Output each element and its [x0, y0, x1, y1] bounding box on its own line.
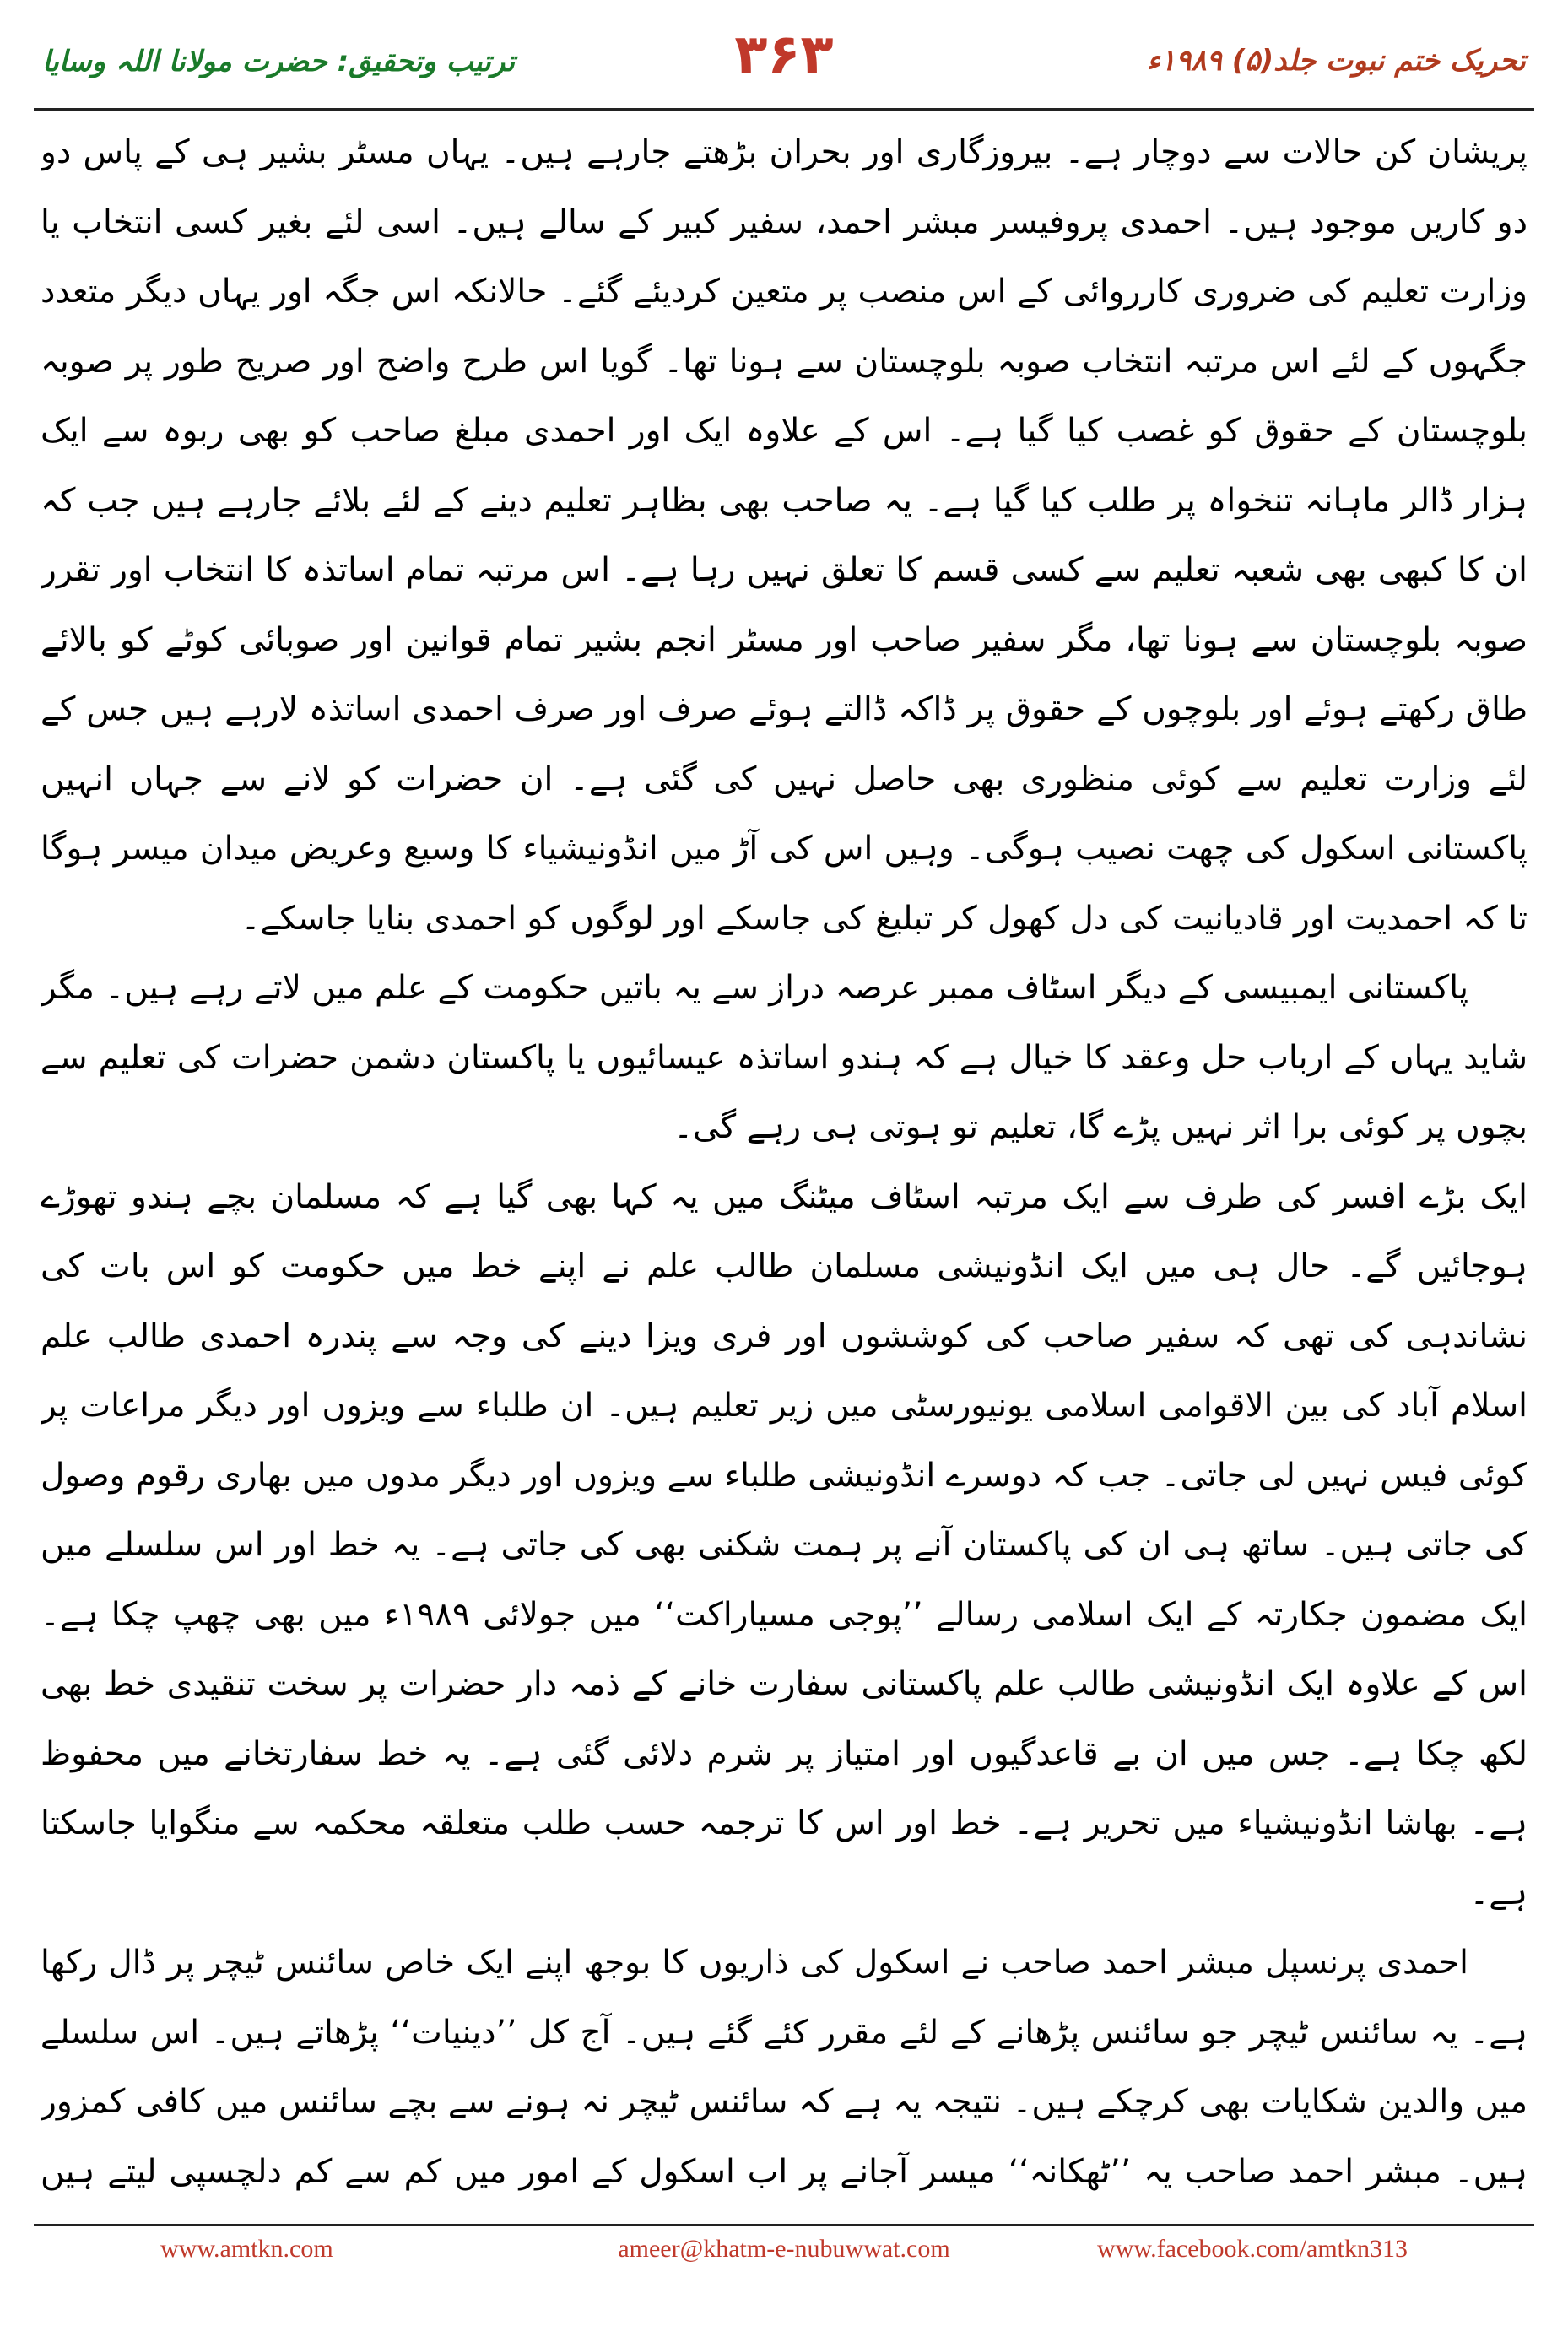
- facebook-link[interactable]: www.facebook.com/amtkn313: [1097, 2235, 1408, 2263]
- paragraph-2: پاکستانی ایمبیسی کے دیگر اسٹاف ممبر عرصہ دراز سے یہ باتیں حکومت کے علم میں لاتے رہے ہیں۔ مگر شاید یہاں کے ارباب حل وعقد کا خیال ہے کہ ہندو اساتذہ عیسائیوں یا پاکستان دشمن حضرات کی تعلیم سے بچوں پر کوئی برا اثر نہیں پڑے گا، تعلیم تو ہوتی ہی رہے گی۔: [41, 969, 1527, 1146]
- page-number: ۳۶۳: [734, 24, 834, 86]
- paragraph-4: احمدی پرنسپل مبشر احمد صاحب نے اسکول کی ذاریوں کا بوجھ اپنے ایک خاص سائنس ٹیچر پر ڈال رکھا ہے۔ یہ سائنس ٹیچر جو سائنس پڑھانے کے لئے مقرر کئے گئے ہیں۔ آج کل ’’دینیات‘‘ پڑھاتے ہیں۔ اس سلسلے میں والدین شکایات بھی کرچکے ہیں۔ نتیجہ یہ ہے کہ سائنس ٹیچر نہ ہونے سے بچے سائنس میں کافی کمزور ہیں۔ مبشر احمد صاحب یہ ’’ٹھکانہ‘‘ میسر آجانے پر اب اسکول کے امور میں کم سے کم دلچسپی لیتے ہیں: [41, 1944, 1527, 2191]
- paragraph-3: ایک بڑے افسر کی طرف سے ایک مرتبہ اسٹاف میٹنگ میں یہ کہا بھی گیا ہے کہ مسلمان بچے ہندو تھوڑے ہوجائیں گے۔ حال ہی میں ایک انڈونیشی مسلمان طالب علم نے اپنے خط میں حکومت کو اس بات کی نشاندہی کی تھی کہ سفیر صاحب کی کوششوں اور فری ویزا دینے کی وجہ سے پندرہ احمدی طالب علم اسلام آباد کی بین الاقوامی اسلامی یونیورسٹی میں زیر تعلیم ہیں۔ ان طلباء سے ویزوں اور دیگر مراعات پر کوئی فیس نہیں لی جاتی۔ جب کہ دوسرے انڈونیشی طلباء سے ویزوں اور دیگر مدوں میں بھاری رقوم وصول کی جاتی ہیں۔ ساتھ ہی ان کی پاکستان آنے پر ہمت شکنی بھی کی جاتی ہے۔ یہ خط اور اس سلسلے میں ایک مضمون جکارتہ کے ایک اسلامی رسالے ’’پوجی مسیاراکت‘‘ میں جولائی ۱۹۸۹ء میں بھی چھپ چکا ہے۔ اس کے علاوہ ایک انڈونیشی طالب علم پاکستانی سفارت خانے کے ذمہ دار حضرات پر سخت تنقیدی خط بھی لکھ چکا ہے۔ جس میں ان بے قاعدگیوں اور امتیاز پر شرم دلائی گئی ہے۔ یہ خط سفارتخانے میں محفوظ ہے۔ بھاشا انڈونیشیاء میں تحریر ہے۔ خط اور اس کا ترجمہ حسب طلب متعلقہ محکمہ سے منگوایا جاسکتا ہے۔: [41, 1177, 1527, 1912]
- page-footer: [34, 2235, 1534, 2277]
- email-link[interactable]: ameer@khatm-e-nubuwwat.com: [618, 2235, 950, 2263]
- footer-divider: [34, 2224, 1534, 2226]
- article-body: [41, 118, 1527, 2211]
- book-title: تحریک ختم نبوت جلد(۵) ۱۹۸۹ء: [1146, 44, 1526, 78]
- page-header: [34, 24, 1534, 116]
- header-divider: [34, 108, 1534, 111]
- website-link[interactable]: www.amtkn.com: [160, 2235, 333, 2263]
- paragraph-1: پریشان کن حالات سے دوچار ہے۔ بیروزگاری اور بحران بڑھتے جارہے ہیں۔ یہاں مسٹر بشیر ہی کے پاس دو دو کاریں موجود ہیں۔ احمدی پروفیسر مبشر احمد، سفیر کبیر کے سالے ہیں۔ اسی لئے بغیر کسی انتخاب یا وزارت تعلیم کی ضروری کارروائی کے اس منصب پر متعین کردیئے گئے۔ حالانکہ اس جگہ اور یہاں دیگر متعدد جگہوں کے لئے اس مرتبہ انتخاب صوبہ بلوچستان سے ہونا تھا۔ گویا اس طرح واضح اور صریح طور پر صوبہ بلوچستان کے حقوق کو غصب کیا گیا ہے۔ اس کے علاوہ ایک اور احمدی مبلغ صاحب کو بھی ربوہ سے ایک ہزار ڈالر ماہانہ تنخواہ پر طلب کیا گیا ہے۔ یہ صاحب بھی بظاہر تعلیم دینے کے لئے بلائے جارہے ہیں جب کہ ان کا کبھی بھی شعبہ تعلیم سے کسی قسم کا تعلق نہیں رہا ہے۔ اس مرتبہ تمام اساتذہ کا انتخاب اور تقرر صوبہ بلوچستان سے ہونا تھا، مگر سفیر صاحب اور مسٹر انجم بشیر تمام قوانین اور صوبائی کوٹے کو بالائے طاق رکھتے ہوئے اور بلوچوں کے حقوق پر ڈاکہ ڈالتے ہوئے صرف اور صرف احمدی اساتذہ لارہے ہیں جس کے لئے وزارت تعلیم سے کوئی منظوری بھی حاصل نہیں کی گئی ہے۔ ان حضرات کو لانے سے جہاں انہیں پاکستانی اسکول کی چھت نصیب ہوگی۔ وہیں اس کی آڑ میں انڈونیشیاء کا وسیع وعریض میدان میسر ہوگا تا کہ احمدیت اور قادیانیت کی دل کھول کر تبلیغ کی جاسکے اور لوگوں کو احمدی بنایا جاسکے۔: [41, 133, 1527, 938]
- compiler-credit: ترتیب وتحقیق: حضرت مولانا اللہ وسایا: [42, 45, 516, 78]
